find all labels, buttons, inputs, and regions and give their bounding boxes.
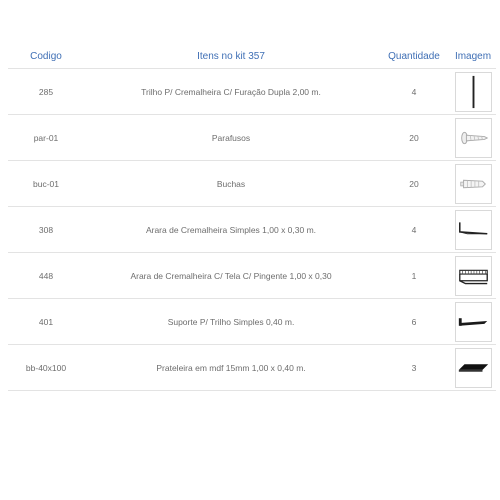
- item-code: 448: [8, 253, 84, 299]
- item-image-cell: [450, 345, 496, 391]
- item-description: Suporte P/ Trilho Simples 0,40 m.: [84, 299, 378, 345]
- table-row: [8, 207, 496, 253]
- table-header-row: [8, 44, 496, 69]
- item-image-cell: [450, 161, 496, 207]
- table-row: [8, 69, 496, 115]
- screw-icon: [455, 118, 492, 158]
- kit-items-table: [8, 44, 496, 391]
- item-image-cell: [450, 299, 496, 345]
- item-quantity: 20: [378, 115, 450, 161]
- item-code: par-01: [8, 115, 84, 161]
- item-quantity: 4: [378, 69, 450, 115]
- table-row: [8, 115, 496, 161]
- item-quantity: 3: [378, 345, 450, 391]
- item-code: bb-40x100: [8, 345, 84, 391]
- table-row: [8, 161, 496, 207]
- item-quantity: 6: [378, 299, 450, 345]
- mesh-rack-icon: [455, 256, 492, 296]
- item-image-cell: [450, 69, 496, 115]
- hanging-rack-icon: [455, 210, 492, 250]
- item-description: Buchas: [84, 161, 378, 207]
- item-image-cell: [450, 253, 496, 299]
- item-description: Parafusos: [84, 115, 378, 161]
- header-image: Imagem: [450, 44, 496, 69]
- item-quantity: 4: [378, 207, 450, 253]
- header-code: Codigo: [8, 44, 84, 69]
- rail-icon: [455, 72, 492, 112]
- item-description: Arara de Cremalheira Simples 1,00 x 0,30 m.: [84, 207, 378, 253]
- item-quantity: 20: [378, 161, 450, 207]
- header-quantity: Quantidade: [378, 44, 450, 69]
- bracket-icon: [455, 302, 492, 342]
- item-description: Trilho P/ Cremalheira C/ Furação Dupla 2,00 m.: [84, 69, 378, 115]
- table-row: [8, 253, 496, 299]
- wall-plug-icon: [455, 164, 492, 204]
- item-description: Arara de Cremalheira C/ Tela C/ Pingente 1,00 x 0,30: [84, 253, 378, 299]
- item-description: Prateleira em mdf 15mm 1,00 x 0,40 m.: [84, 345, 378, 391]
- shelf-icon: [455, 348, 492, 388]
- item-code: buc-01: [8, 161, 84, 207]
- item-code: 285: [8, 69, 84, 115]
- item-quantity: 1: [378, 253, 450, 299]
- item-code: 308: [8, 207, 84, 253]
- item-image-cell: [450, 115, 496, 161]
- header-items: Itens no kit 357: [84, 44, 378, 69]
- table-row: [8, 299, 496, 345]
- item-image-cell: [450, 207, 496, 253]
- item-code: 401: [8, 299, 84, 345]
- table-row: [8, 345, 496, 391]
